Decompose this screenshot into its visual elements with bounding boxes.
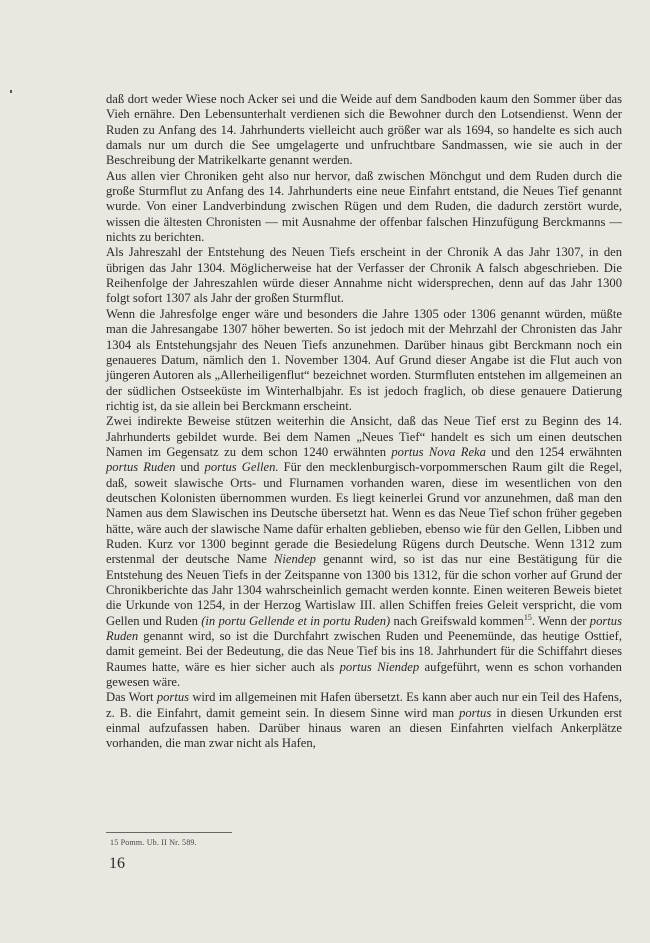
text-run: wird im allgemeinen mit Hafen übersetzt. Es kann aber auch nur ein Teil des Hafens, z. B. die Einfahrt, damit gemeint sein. In diesem Sinne wird man [106, 690, 622, 720]
text-run: genannt wird, so ist das nur eine Bestätigung für die Entstehung des Neuen Tiefs in der Zeitspanne von 1300 bis 1312, für die schon vorher auf Grund der Chronikberichte das Jahr 1304 wahrscheinlich gemacht werden konnte. Einen weiteren Beweis bietet die Urkunde von 1254, in der Herzog Wartislaw III. allen Schiffen freies Geleit verspricht, die vom Gellen und Ruden [106, 552, 622, 628]
paragraph [106, 307, 622, 414]
text-run: Für den mecklenburgisch-vorpommerschen Raum gilt die Regel, daß, soweit slawische Orts- und Flurnamen vorhanden waren, diese im wesentlichen von den deutschen Kolonisten übernommen wurden. Es liegt keinerlei Grund vor anzunehmen, daß man den Namen aus dem Slawischen ins Deutsche übersetzt hat. Wenn es das Neue Tief schon früher gegeben hätte, wäre auch der slawische Name dafür erhalten geblieben, ebenso wie für den Gellen, Libben und Ruden. Kurz vor 1300 beginnt gerade die Besiedelung Rügens durch Deutsche. Wenn 1312 zum erstenmal der deutsche Name [106, 460, 622, 567]
italic-term: (in portu Gellende et in portu Ruden) [201, 613, 391, 628]
text-run: Das Wort [106, 690, 157, 705]
text-run: daß dort weder Wiese noch Acker sei und die Weide auf dem Sandboden kaum den Sommer über das Vieh ernähre. Den Lebensunterhalt verdienen sich die Bewohner durch den Lotsendienst. Wenn der Ruden zu Anfang des 14. Jahrhunderts vielleicht auch größer war als 1694, so handelte es sich auch damals nur um durch die See umgelagerte und unfruchtbare Sandmassen, wie sie auch in der Beschreibung der Matrikelkarte genannt werden. [106, 92, 622, 168]
italic-term: portus Ruden [106, 613, 622, 644]
italic-term: portus [459, 705, 492, 720]
paragraph [106, 414, 622, 690]
italic-term: portus [156, 690, 190, 705]
margin-speck [10, 90, 12, 93]
text-run: in diesen Urkunden erst einmal aufzufassen haben. Darüber hinaus waren an diesen Einfahrten vielfach Ankerplätze vorhanden, die man zwar nicht als Hafen, [106, 705, 623, 751]
italic-term: portus Ruden [106, 460, 176, 475]
italic-term: portus Gellen. [204, 460, 279, 475]
text-run: und [175, 460, 205, 475]
paragraph [106, 245, 622, 306]
text-run: Zwei indirekte Beweise stützen weiterhin die Ansicht, daß das Neue Tief erst zu Beginn des 14. Jahrhunderts gebildet wurde. Bei dem Namen „Neues Tief“ handelt es sich um einen deutschen Namen im Gegensatz zu dem schon 1240 erwähnten [106, 414, 622, 459]
paragraph [106, 92, 622, 169]
text-run: genannt wird, so ist die Durchfahrt zwischen Ruden und Peenemünde, das heutige Osttief, damit gemeint. Bei der Bedeutung, die das Neue Tief bis ins 18. Jahrhundert für die Schiffahrt dieses Raumes hatte, wäre es hier sicher auch als [106, 629, 622, 674]
text-run: und den 1254 erwähnten [485, 444, 622, 459]
text-run: aufgeführt, wenn es schon vorhanden gewesen wäre. [106, 659, 622, 690]
italic-term: portus Niendep [339, 659, 420, 674]
paragraph [106, 169, 622, 246]
italic-term: Niendep [273, 552, 316, 567]
footnote-divider [106, 832, 232, 833]
body-text [106, 92, 622, 752]
footnote-reference: 15 [523, 612, 532, 622]
footnote: 15 Pomm. Ub. II Nr. 589. [110, 838, 197, 847]
text-run: Als Jahreszahl der Entstehung des Neuen Tiefs erscheint in der Chronik A das Jahr 1307, in den übrigen das Jahr 1304. Möglicherweise hat der Verfasser der Chronik A falsch abgeschrieben. Die Reihenfolge der Jahreszahlen würde dieser Annahme nicht widersprechen, denn auf das Jahr 1300 folgt sofort 1307 als Jahr der großen Sturmflut. [106, 245, 622, 306]
text-run: nach Greifswald kommen [390, 613, 524, 628]
text-run: Wenn die Jahresfolge enger wäre und besonders die Jahre 1305 oder 1306 genannt würden, müßte man die Jahresangabe 1307 höher bewerten. So ist jedoch mit der Mehrzahl der Chronisten das Jahr 1304 als Entstehungsjahr des Neuen Tiefs anzunehmen. Darüber hinaus gibt Berckmann noch ein genaueres Datum, nämlich den 1. November 1304. Auf Grund dieser Angabe ist die Flut auch von jüngeren Autoren als „Allerheiligenflut“ bezeichnet worden. Sturmfluten entstehen im allgemeinen an der südlichen Ostseeküste im Winterhalbjahr. Es ist jedoch fraglich, ob diese genauere Datierung richtig ist, da sie allein bei Berckmann erscheint. [106, 306, 622, 413]
paragraph [106, 690, 622, 751]
italic-term: portus Nova Reka [391, 444, 486, 459]
text-run: . Wenn der [531, 613, 590, 628]
page-number: 16 [109, 855, 125, 872]
text-run: Aus allen vier Chroniken geht also nur hervor, daß zwischen Mönchgut und dem Ruden durch die große Sturmflut zu Anfang des 14. Jahrhunderts eine neue Einfahrt entstand, die Neues Tief genannt wurde. Von einer Landverbindung zwischen Rügen und dem Ruden, die dadurch zerstört wurde, wissen die ältesten Chronisten — mit Ausnahme der offenbar falschen Hinzufügung Berckmanns — nichts zu berichten. [106, 168, 622, 245]
